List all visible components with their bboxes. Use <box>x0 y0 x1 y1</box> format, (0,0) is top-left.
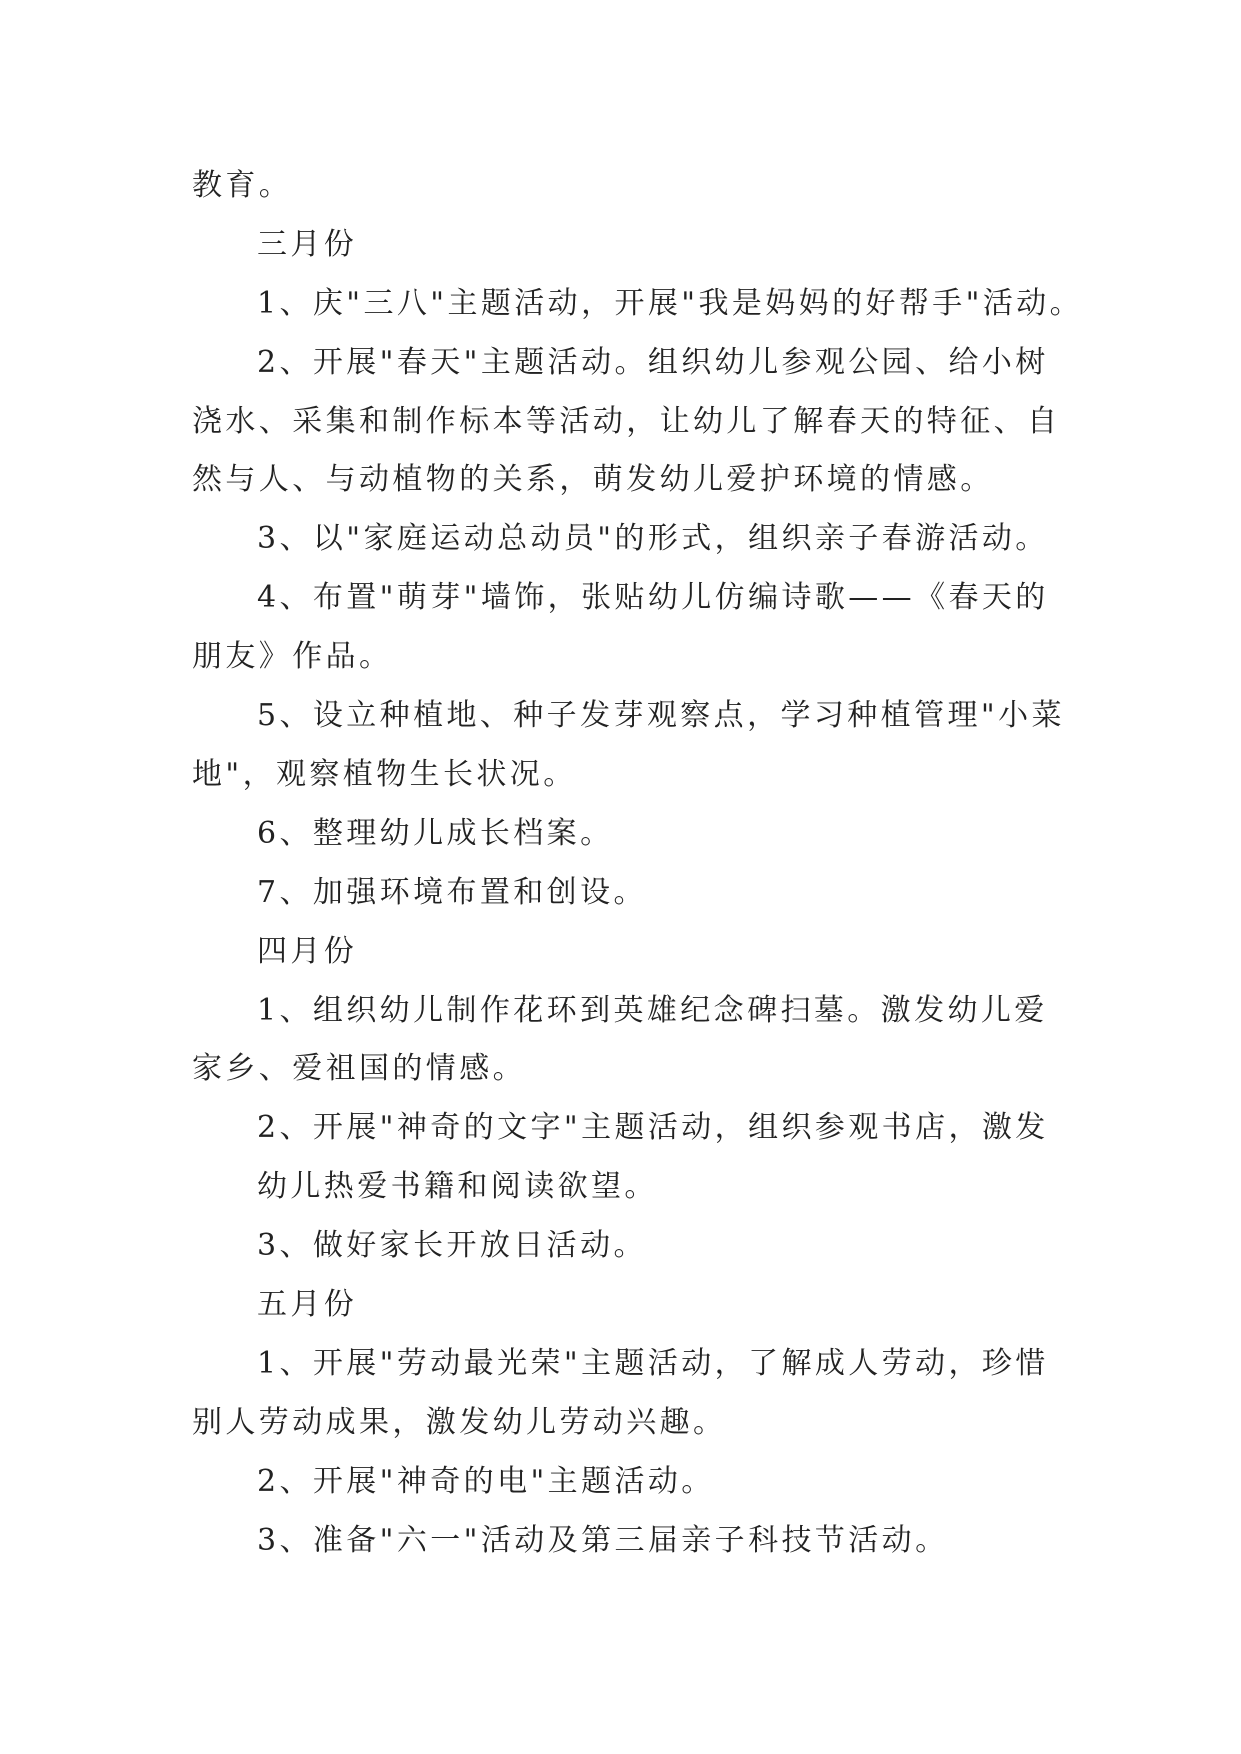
may-item-1-line-2: 别人劳动成果，激发幼儿劳动兴趣。 <box>192 1405 727 1440</box>
march-item-2-line-3: 然与人、与动植物的关系，萌发幼儿爱护环境的情感。 <box>192 462 994 497</box>
march-item-2-line-1: 2、开展"春天"主题活动。组织幼儿参观公园、给小树 <box>257 345 1049 380</box>
march-heading: 三月份 <box>257 227 358 262</box>
march-item-4-line-2: 朋友》作品。 <box>192 639 393 674</box>
april-item-2-line-1: 2、开展"神奇的文字"主题活动，组织参观书店，激发 <box>257 1110 1049 1145</box>
may-item-3-line-1: 3、准备"六一"活动及第三届亲子科技节活动。 <box>257 1523 949 1558</box>
march-item-5-line-2: 地"，观察植物生长状况。 <box>192 757 577 792</box>
intro-continuation-text: 教育。 <box>192 168 293 203</box>
march-item-5-line-1: 5、设立种植地、种子发芽观察点，学习种植管理"小菜 <box>257 698 1065 733</box>
may-item-1-line-1: 1、开展"劳动最光荣"主题活动，了解成人劳动，珍惜 <box>257 1346 1049 1381</box>
may-item-2-line-1: 2、开展"神奇的电"主题活动。 <box>257 1464 715 1499</box>
april-heading: 四月份 <box>257 934 358 969</box>
march-item-4-line-1: 4、布置"萌芽"墙饰，张贴幼儿仿编诗歌——《春天的 <box>257 580 1049 615</box>
march-item-1-line-1: 1、庆"三八"主题活动，开展"我是妈妈的好帮手"活动。 <box>257 286 1084 321</box>
april-item-1-line-1: 1、组织幼儿制作花环到英雄纪念碑扫墓。激发幼儿爱 <box>257 993 1048 1028</box>
march-item-2-line-2: 浇水、采集和制作标本等活动，让幼儿了解春天的特征、自 <box>192 404 1061 439</box>
may-heading: 五月份 <box>257 1287 358 1322</box>
march-item-3-line-1: 3、以"家庭运动总动员"的形式，组织亲子春游活动。 <box>257 521 1049 556</box>
april-item-1-line-2: 家乡、爱祖国的情感。 <box>192 1051 526 1086</box>
march-item-6-line-1: 6、整理幼儿成长档案。 <box>257 816 614 851</box>
march-item-7-line-1: 7、加强环境布置和创设。 <box>257 875 647 910</box>
april-item-3-line-1: 3、做好家长开放日活动。 <box>257 1228 647 1263</box>
april-item-2-line-2: 幼儿热爱书籍和阅读欲望。 <box>257 1169 658 1204</box>
